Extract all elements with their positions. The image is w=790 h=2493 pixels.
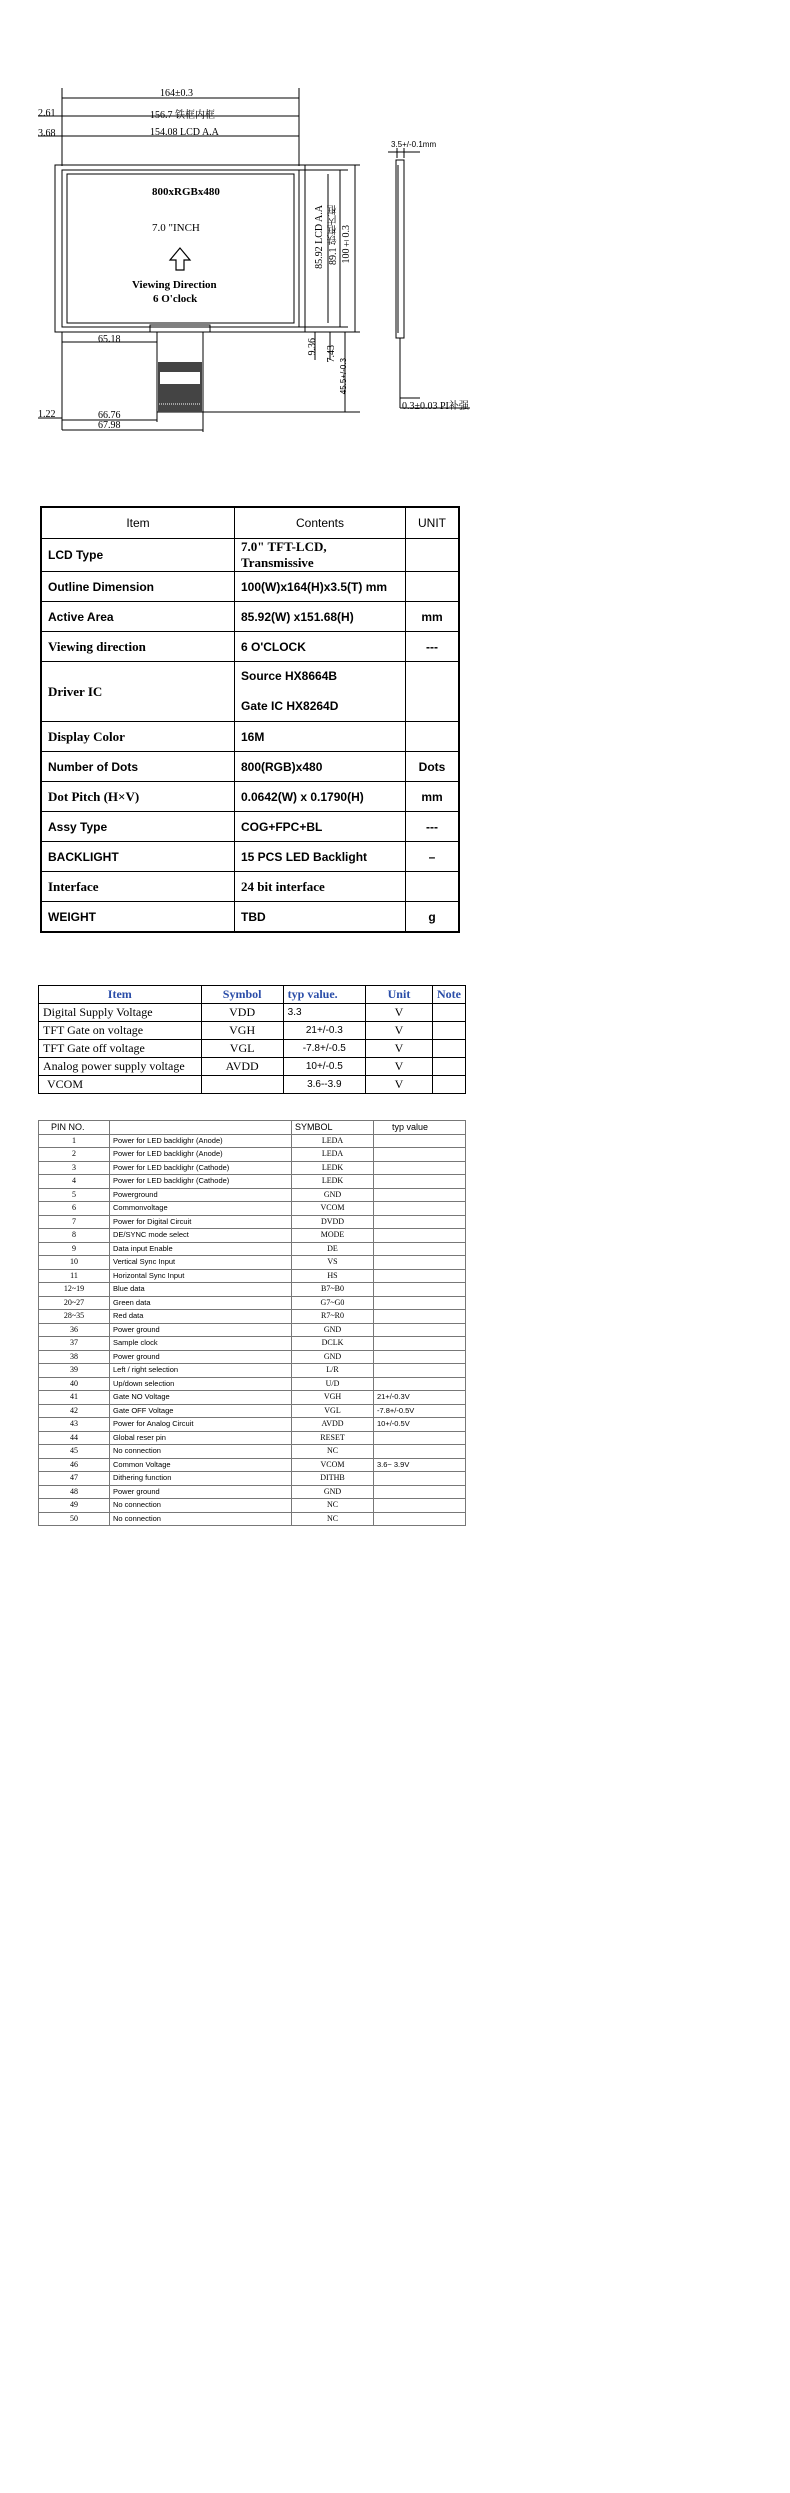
spec-item: Interface: [41, 872, 235, 902]
pin-number: 28~35: [39, 1310, 110, 1324]
pin-symbol: RESET: [292, 1431, 374, 1445]
pin-symbol: VCOM: [292, 1458, 374, 1472]
pin-description: Vertical Sync Input: [110, 1256, 292, 1270]
spec-unit: [406, 722, 460, 752]
spec-unit: mm: [406, 782, 460, 812]
pin-description: Commonvoltage: [110, 1202, 292, 1216]
pin-description: Data input Enable: [110, 1242, 292, 1256]
pin-symbol: NC: [292, 1445, 374, 1459]
pin-description: Power for LED backlighr (Anode): [110, 1148, 292, 1162]
pin-number: 11: [39, 1269, 110, 1283]
pin-description: No connection: [110, 1445, 292, 1459]
pin-typ-value: 10+/-0.5V: [374, 1418, 466, 1432]
pin-description: Power ground: [110, 1485, 292, 1499]
pin-number: 43: [39, 1418, 110, 1432]
pin-row: [39, 1134, 466, 1148]
pin-row: [39, 1310, 466, 1324]
pin-number: 3: [39, 1161, 110, 1175]
spec-item: Dot Pitch (H×V): [41, 782, 235, 812]
voltage-typ: 10+/-0.5: [283, 1058, 365, 1076]
spec-item: Outline Dimension: [41, 572, 235, 602]
pin-row: [39, 1418, 466, 1432]
pin-typ-value: [374, 1215, 466, 1229]
pin-typ-value: [374, 1485, 466, 1499]
pin-symbol: LEDK: [292, 1175, 374, 1189]
pin-row: [39, 1256, 466, 1270]
pin-symbol: LEDA: [292, 1134, 374, 1148]
pin-row: [39, 1485, 466, 1499]
spec-row: [41, 539, 459, 572]
pin-header-row: [39, 1121, 466, 1135]
pin-table: [38, 1120, 466, 1526]
voltage-unit: V: [365, 1058, 432, 1076]
spec-unit: –: [406, 842, 460, 872]
pin-typ-value: [374, 1472, 466, 1486]
spec-header-contents: Contents: [235, 507, 406, 539]
pin-description: Power ground: [110, 1323, 292, 1337]
drawing-lines: [0, 0, 500, 440]
pin-description: Dithering function: [110, 1472, 292, 1486]
pin-typ-value: -7.8+/-0.5V: [374, 1404, 466, 1418]
pin-row: [39, 1323, 466, 1337]
pin-symbol: DE: [292, 1242, 374, 1256]
pin-row: [39, 1458, 466, 1472]
spec-contents: 85.92(W) x151.68(H): [235, 602, 406, 632]
pin-row: [39, 1499, 466, 1513]
spec-item: Active Area: [41, 602, 235, 632]
pin-number: 12~19: [39, 1283, 110, 1297]
pin-number: 44: [39, 1431, 110, 1445]
voltage-row: [39, 1076, 466, 1094]
pin-number: 20~27: [39, 1296, 110, 1310]
pin-typ-value: [374, 1499, 466, 1513]
pin-number: 2: [39, 1148, 110, 1162]
pin-typ-value: [374, 1431, 466, 1445]
spec-header-item: Item: [41, 507, 235, 539]
dim-offset-left-2: 3.68: [38, 128, 56, 139]
dim-height-total: 100±0.3: [341, 225, 352, 264]
pin-number: 7: [39, 1215, 110, 1229]
spec-item: Viewing direction: [41, 632, 235, 662]
dim-fpc-pos-1: 66.76: [98, 410, 121, 421]
screen-size: 7.0 "INCH: [152, 222, 200, 234]
pin-row: [39, 1202, 466, 1216]
spec-contents: TBD: [235, 902, 406, 933]
pin-typ-value: [374, 1337, 466, 1351]
driver-ic-gate: Gate IC HX8264D: [241, 699, 339, 713]
pin-row: [39, 1391, 466, 1405]
pin-symbol: HS: [292, 1269, 374, 1283]
spec-header-row: [41, 507, 459, 539]
voltage-note: [433, 1040, 466, 1058]
viewing-direction-label: Viewing Direction: [132, 279, 217, 291]
pin-typ-value: [374, 1377, 466, 1391]
dim-fpc-length: 45.5+/-0.3: [339, 358, 348, 395]
voltage-note: [433, 1058, 466, 1076]
pin-number: 9: [39, 1242, 110, 1256]
pin-symbol: NC: [292, 1499, 374, 1513]
pin-number: 46: [39, 1458, 110, 1472]
voltage-header-symbol: Symbol: [201, 986, 283, 1004]
pin-number: 36: [39, 1323, 110, 1337]
pin-row: [39, 1377, 466, 1391]
pin-typ-value: [374, 1175, 466, 1189]
pin-symbol: GND: [292, 1485, 374, 1499]
pin-symbol: VGH: [292, 1391, 374, 1405]
pin-typ-value: [374, 1202, 466, 1216]
dim-thickness: 3.5+/-0.1mm: [391, 140, 437, 149]
pin-number: 5: [39, 1188, 110, 1202]
pin-description: Red data: [110, 1310, 292, 1324]
spec-row: [41, 752, 459, 782]
spec-contents: COG+FPC+BL: [235, 812, 406, 842]
spec-unit: [406, 872, 460, 902]
pin-description: Common Voltage: [110, 1458, 292, 1472]
voltage-unit: V: [365, 1040, 432, 1058]
pin-header-no: PIN NO.: [39, 1121, 110, 1135]
pin-description: Gate OFF Voltage: [110, 1404, 292, 1418]
spec-unit: [406, 572, 460, 602]
pin-number: 37: [39, 1337, 110, 1351]
driver-ic-source: Source HX8664B: [235, 662, 405, 692]
voltage-note: [433, 1076, 466, 1094]
pin-description: Power for LED backlighr (Cathode): [110, 1175, 292, 1189]
pin-typ-value: [374, 1323, 466, 1337]
dim-height-lcd-aa: 85.92 LCD A.A: [314, 205, 325, 269]
pin-row: [39, 1512, 466, 1526]
pin-row: [39, 1148, 466, 1162]
pin-typ-value: [374, 1310, 466, 1324]
spec-contents: 24 bit interface: [235, 872, 406, 902]
spec-header-unit: UNIT: [406, 507, 460, 539]
voltage-row: [39, 1040, 466, 1058]
pin-typ-value: [374, 1188, 466, 1202]
pin-description: Power for Analog Circuit: [110, 1418, 292, 1432]
spec-item: BACKLIGHT: [41, 842, 235, 872]
pin-symbol: MODE: [292, 1229, 374, 1243]
voltage-header-note: Note: [433, 986, 466, 1004]
pin-description: Power for Digital Circuit: [110, 1215, 292, 1229]
spec-row: [41, 842, 459, 872]
spec-item: LCD Type: [41, 539, 235, 572]
pin-description: Left / right selection: [110, 1364, 292, 1378]
voltage-row: [39, 1022, 466, 1040]
pin-description: Sample clock: [110, 1337, 292, 1351]
pin-header-desc: [110, 1121, 292, 1135]
pin-header-symbol: SYMBOL: [292, 1121, 374, 1135]
spec-row: [41, 872, 459, 902]
pin-row: [39, 1229, 466, 1243]
voltage-symbol: AVDD: [201, 1058, 283, 1076]
pin-number: 49: [39, 1499, 110, 1513]
voltage-unit: V: [365, 1004, 432, 1022]
pin-table-body: [39, 1134, 466, 1526]
spec-unit: Dots: [406, 752, 460, 782]
pin-number: 40: [39, 1377, 110, 1391]
pin-description: Power for LED backlighr (Cathode): [110, 1161, 292, 1175]
dim-fpc-left: 65.18: [98, 334, 121, 345]
voltage-header-item: Item: [39, 986, 202, 1004]
spec-contents: 16M: [235, 722, 406, 752]
spec-contents: 0.0642(W) x 0.1790(H): [235, 782, 406, 812]
pin-row: [39, 1242, 466, 1256]
pin-typ-value: [374, 1148, 466, 1162]
pin-number: 48: [39, 1485, 110, 1499]
voltage-row: [39, 1004, 466, 1022]
pin-symbol: R7~R0: [292, 1310, 374, 1324]
pin-description: No connection: [110, 1499, 292, 1513]
voltage-symbol: [201, 1076, 283, 1094]
voltage-header-row: [39, 986, 466, 1004]
spec-row: [41, 662, 459, 722]
pin-symbol: GND: [292, 1350, 374, 1364]
pin-symbol: AVDD: [292, 1418, 374, 1432]
voltage-item: Analog power supply voltage: [39, 1058, 202, 1076]
pin-row: [39, 1215, 466, 1229]
spec-item: Driver IC: [41, 662, 235, 722]
dim-offset-bottom: 1.22: [38, 409, 56, 420]
spec-item: Number of Dots: [41, 752, 235, 782]
pin-row: [39, 1175, 466, 1189]
spec-contents: 7.0" TFT-LCD, Transmissive: [235, 539, 406, 572]
pin-description: Powerground: [110, 1188, 292, 1202]
pin-typ-value: [374, 1283, 466, 1297]
spec-row: [41, 602, 459, 632]
pin-typ-value: 21+/-0.3V: [374, 1391, 466, 1405]
voltage-item: TFT Gate off voltage: [39, 1040, 202, 1058]
spec-unit: [406, 662, 460, 722]
dim-fpc-pos-2: 67.98: [98, 420, 121, 431]
voltage-item: VCOM: [39, 1076, 202, 1094]
spec-contents: 15 PCS LED Backlight: [235, 842, 406, 872]
pin-row: [39, 1337, 466, 1351]
pin-header-typ: typ value: [374, 1121, 466, 1135]
spec-unit: [406, 539, 460, 572]
pin-typ-value: [374, 1134, 466, 1148]
voltage-note: [433, 1022, 466, 1040]
voltage-unit: V: [365, 1022, 432, 1040]
dim-offset-left-1: 2.61: [38, 108, 56, 119]
pin-number: 39: [39, 1364, 110, 1378]
voltage-typ: -7.8+/-0.5: [283, 1040, 365, 1058]
spec-item: WEIGHT: [41, 902, 235, 933]
pin-description: Gate NO Voltage: [110, 1391, 292, 1405]
pin-symbol: GND: [292, 1188, 374, 1202]
voltage-typ: 3.6--3.9: [283, 1076, 365, 1094]
pin-description: Green data: [110, 1296, 292, 1310]
pin-symbol: B7~B0: [292, 1283, 374, 1297]
voltage-row: [39, 1058, 466, 1076]
pin-typ-value: [374, 1445, 466, 1459]
spec-contents: [235, 662, 406, 722]
pin-number: 45: [39, 1445, 110, 1459]
spec-unit: ---: [406, 632, 460, 662]
dim-frame-width: 156.7 铁框内框: [150, 110, 215, 121]
pin-description: No connection: [110, 1512, 292, 1526]
pin-typ-value: [374, 1242, 466, 1256]
voltage-table: [38, 985, 466, 1094]
pin-symbol: LEDA: [292, 1148, 374, 1162]
voltage-typ: 21+/-0.3: [283, 1022, 365, 1040]
screen-resolution: 800xRGBx480: [152, 186, 220, 198]
pin-row: [39, 1350, 466, 1364]
pin-row: [39, 1161, 466, 1175]
pin-row: [39, 1188, 466, 1202]
pin-symbol: NC: [292, 1512, 374, 1526]
spec-row: [41, 722, 459, 752]
voltage-unit: V: [365, 1076, 432, 1094]
pin-row: [39, 1283, 466, 1297]
pin-row: [39, 1431, 466, 1445]
pin-number: 50: [39, 1512, 110, 1526]
voltage-typ: 3.3: [283, 1004, 365, 1022]
pin-number: 8: [39, 1229, 110, 1243]
pin-symbol: VCOM: [292, 1202, 374, 1216]
dim-7-43: 7.43: [326, 345, 337, 363]
pin-typ-value: 3.6~ 3.9V: [374, 1458, 466, 1472]
dim-overall-width: 164±0.3: [160, 88, 193, 99]
pin-symbol: G7~G0: [292, 1296, 374, 1310]
pin-description: Horizontal Sync Input: [110, 1269, 292, 1283]
pin-symbol: DCLK: [292, 1337, 374, 1351]
pin-symbol: L/R: [292, 1364, 374, 1378]
pin-description: DE/SYNC mode select: [110, 1229, 292, 1243]
pin-row: [39, 1472, 466, 1486]
voltage-note: [433, 1004, 466, 1022]
pin-description: Up/down selection: [110, 1377, 292, 1391]
spec-row: [41, 632, 459, 662]
voltage-symbol: VGH: [201, 1022, 283, 1040]
spec-unit: ---: [406, 812, 460, 842]
pin-typ-value: [374, 1364, 466, 1378]
spec-unit: g: [406, 902, 460, 933]
spec-table: [40, 506, 460, 933]
pin-symbol: VS: [292, 1256, 374, 1270]
spec-row: [41, 812, 459, 842]
spec-row: [41, 782, 459, 812]
pin-row: [39, 1364, 466, 1378]
spec-contents: 100(W)x164(H)x3.5(T) mm: [235, 572, 406, 602]
pin-description: Global reser pin: [110, 1431, 292, 1445]
voltage-symbol: VDD: [201, 1004, 283, 1022]
pin-row: [39, 1404, 466, 1418]
pin-description: Blue data: [110, 1283, 292, 1297]
spec-contents: 6 O'CLOCK: [235, 632, 406, 662]
pin-symbol: DVDD: [292, 1215, 374, 1229]
pin-typ-value: [374, 1229, 466, 1243]
pin-symbol: DITHB: [292, 1472, 374, 1486]
pin-number: 1: [39, 1134, 110, 1148]
voltage-item: TFT Gate on voltage: [39, 1022, 202, 1040]
fpc-label: HK8264: [166, 374, 191, 382]
dim-lcd-aa-width: 154.08 LCD A.A: [150, 127, 219, 138]
pin-description: Power for LED backlighr (Anode): [110, 1134, 292, 1148]
pin-typ-value: [374, 1256, 466, 1270]
voltage-item: Digital Supply Voltage: [39, 1004, 202, 1022]
pin-number: 38: [39, 1350, 110, 1364]
dim-height-frame: 89.1 铁框内框: [328, 205, 339, 265]
pin-typ-value: [374, 1296, 466, 1310]
pin-symbol: GND: [292, 1323, 374, 1337]
spec-item: Assy Type: [41, 812, 235, 842]
pin-typ-value: [374, 1269, 466, 1283]
dim-pi-thickness: 0.3±0.03 PI补强: [402, 401, 469, 412]
spec-row: [41, 902, 459, 933]
pin-number: 4: [39, 1175, 110, 1189]
pin-row: [39, 1269, 466, 1283]
pin-number: 10: [39, 1256, 110, 1270]
spec-contents: 800(RGB)x480: [235, 752, 406, 782]
viewing-direction-value: 6 O'clock: [153, 293, 198, 305]
dim-9-36: 9.36: [307, 338, 318, 356]
pin-row: [39, 1296, 466, 1310]
pin-number: 42: [39, 1404, 110, 1418]
voltage-symbol: VGL: [201, 1040, 283, 1058]
voltage-header-unit: Unit: [365, 986, 432, 1004]
pin-symbol: LEDK: [292, 1161, 374, 1175]
pin-number: 6: [39, 1202, 110, 1216]
pin-typ-value: [374, 1350, 466, 1364]
pin-typ-value: [374, 1512, 466, 1526]
pin-symbol: U/D: [292, 1377, 374, 1391]
pin-description: Power ground: [110, 1350, 292, 1364]
pin-symbol: VGL: [292, 1404, 374, 1418]
spec-item: Display Color: [41, 722, 235, 752]
pin-number: 41: [39, 1391, 110, 1405]
pin-typ-value: [374, 1161, 466, 1175]
spec-unit: mm: [406, 602, 460, 632]
voltage-header-typ: typ value.: [283, 986, 365, 1004]
pin-number: 47: [39, 1472, 110, 1486]
arrow-up-icon: [170, 248, 190, 270]
pin-row: [39, 1445, 466, 1459]
spec-row: [41, 572, 459, 602]
